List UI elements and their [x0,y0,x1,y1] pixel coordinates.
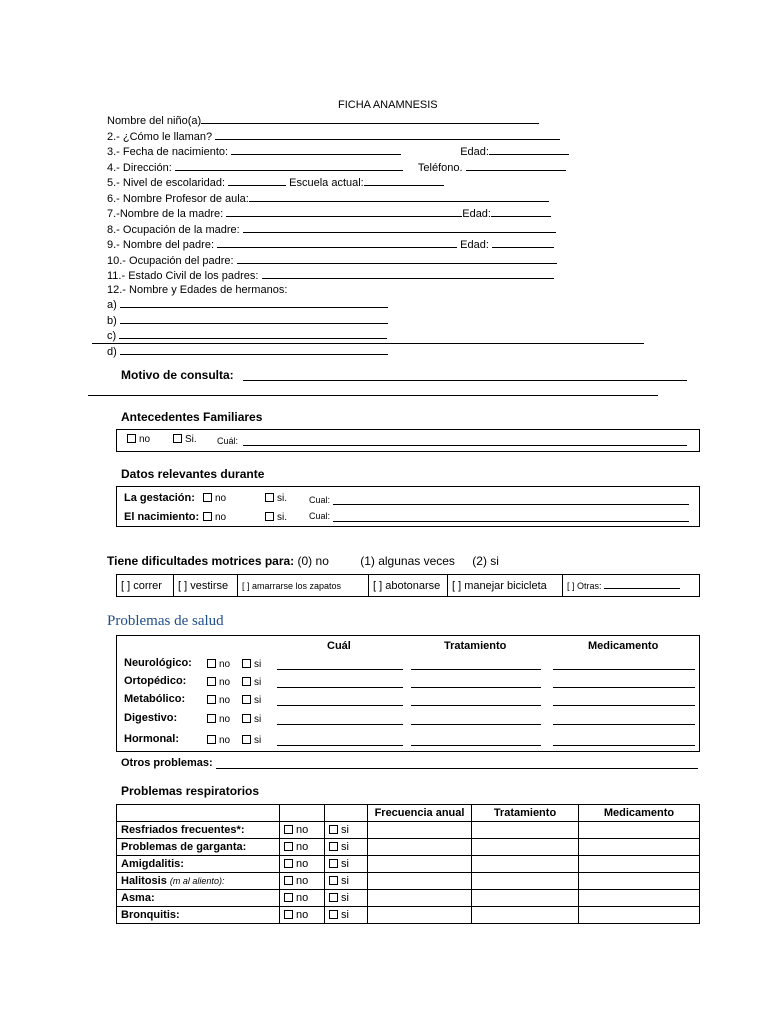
resp-frecuencia-cell[interactable] [368,839,472,856]
checkbox[interactable] [127,434,136,443]
resp-row [117,907,700,924]
input-line[interactable] [231,144,401,155]
scale-2: (2) si [472,554,499,568]
checkbox[interactable] [173,434,182,443]
page-title: FICHA ANAMNESIS [338,99,438,111]
salud-row-label: Metabólico: [124,693,186,705]
salud-header-medicamento: Medicamento [588,640,659,652]
gestacion-label: La gestación: [124,492,195,504]
resp-row-label: Bronquitis: [117,907,280,924]
field-ocupacion-madre: 8.- Ocupación de la madre: [107,222,587,238]
input-line[interactable] [217,237,457,248]
salud-no[interactable]: no [207,735,230,746]
resp-frecuencia-cell[interactable] [368,890,472,907]
salud-medicamento-input[interactable] [553,669,695,670]
resp-si[interactable]: si [325,839,368,856]
resp-frecuencia-cell[interactable] [368,907,472,924]
sibling-line: b) [107,313,587,329]
input-line[interactable] [228,175,286,186]
motrices-table [116,574,700,597]
motrices-title: Tiene dificultades motrices para: [107,554,295,568]
resp-no[interactable]: no [280,856,325,873]
salud-si[interactable]: si [242,695,261,706]
input-line[interactable] [364,175,444,186]
gestacion-cual-label: Cual: [309,495,331,505]
resp-row [117,873,700,890]
salud-row-label: Hormonal: [124,733,179,745]
field-profesor: 6.- Nombre Profesor de aula: [107,191,587,207]
nacimiento-cual-label: Cual: [309,511,331,521]
input-line[interactable] [175,160,403,171]
salud-row-label: Digestivo: [124,712,178,724]
input-line[interactable] [492,237,554,248]
nacimiento-label: El nacimiento: [124,511,200,523]
salud-cual-input[interactable] [277,724,403,725]
resp-row-label: Asma: [117,890,280,907]
input-line[interactable] [226,206,462,217]
otros-problemas-input[interactable] [216,768,698,769]
resp-frecuencia-cell[interactable] [368,873,472,890]
salud-tratamiento-input[interactable] [411,724,541,725]
salud-cual-input[interactable] [277,745,403,746]
salud-tratamiento-input[interactable] [411,745,541,746]
nacimiento-cual-input[interactable] [333,521,689,522]
resp-row-label: Resfriados frecuentes*: [117,822,280,839]
resp-si[interactable]: si [325,907,368,924]
salud-cual-input[interactable] [277,687,403,688]
option-correr[interactable]: [ ] correr [117,575,174,597]
input-line[interactable] [466,160,566,171]
field-escolaridad: 5.- Nivel de escolaridad: Escuela actual: [107,175,587,191]
option-abotonarse[interactable]: [ ] abotonarse [369,575,448,597]
salud-medicamento-input[interactable] [553,687,695,688]
personal-fields [107,113,587,359]
resp-no[interactable]: no [280,822,325,839]
salud-cual-input[interactable] [277,669,403,670]
option-zapatos[interactable]: [ ] amarrarse los zapatos [238,575,369,597]
field-padre: 9.- Nombre del padre: Edad: [107,237,587,253]
resp-row-label: Halitosis (m al aliento): [117,873,280,890]
input-line[interactable] [262,268,554,279]
salud-no[interactable]: no [207,695,230,706]
salud-si[interactable]: si [242,659,261,670]
salud-box [116,635,700,752]
salud-medicamento-input[interactable] [553,745,695,746]
resp-row [117,856,700,873]
salud-header-tratamiento: Tratamiento [444,640,507,652]
nacimiento-no[interactable]: no [203,512,226,523]
resp-tratamiento-cell[interactable] [472,907,579,924]
salud-no[interactable]: no [207,714,230,725]
datos-title: Datos relevantes durante [121,467,265,481]
field-madre: 7.-Nombre de la madre: Edad: [107,206,587,222]
gestacion-si[interactable]: si. [265,493,287,504]
resp-si[interactable]: si [325,856,368,873]
resp-medicamento-cell[interactable] [579,822,700,839]
nacimiento-si[interactable]: si. [265,512,287,523]
resp-row [117,822,700,839]
resp-header-medicamento: Medicamento [579,805,700,822]
salud-medicamento-input[interactable] [553,724,695,725]
antecedentes-box [116,429,700,452]
resp-medicamento-cell[interactable] [579,856,700,873]
header-empty [280,805,325,822]
salud-header-cual: Cuál [327,640,351,652]
gestacion-no[interactable]: no [203,493,226,504]
motivo-input[interactable] [243,380,687,381]
respiratorios-table [116,804,700,924]
resp-si[interactable]: si [325,873,368,890]
input-line[interactable] [491,206,551,217]
resp-no[interactable]: no [280,873,325,890]
input-line[interactable] [249,191,549,202]
header-empty [117,805,280,822]
salud-si[interactable]: si [242,714,261,725]
resp-medicamento-cell[interactable] [579,839,700,856]
salud-title: Problemas de salud [107,613,224,629]
field-nombre: Nombre del niño(a) [107,113,587,129]
salud-cual-input[interactable] [277,705,403,706]
antecedentes-no[interactable]: no [127,434,150,445]
field-hermanos: 12.- Nombre y Edades de hermanos: [107,283,288,296]
motivo-label: Motivo de consulta: [121,368,234,382]
resp-row [117,890,700,907]
resp-frecuencia-cell[interactable] [368,856,472,873]
resp-si[interactable]: si [325,822,368,839]
resp-row [117,839,700,856]
option-otras[interactable]: [ ] Otras: [563,575,700,597]
input-line[interactable] [489,144,569,155]
datos-box [116,486,700,527]
field-direccion: 4.- Dirección: Teléfono. [107,160,587,176]
field-estado-civil: 11.- Estado Civil de los padres: [107,268,587,284]
resp-frecuencia-cell[interactable] [368,822,472,839]
field-fecha-nacimiento: 3.- Fecha de nacimiento: Edad: [107,144,587,160]
salud-tratamiento-input[interactable] [411,687,541,688]
divider [88,395,658,396]
salud-si[interactable]: si [242,677,261,688]
resp-header-frecuencia: Frecuencia anual [368,805,472,822]
resp-no[interactable]: no [280,890,325,907]
resp-no[interactable]: no [280,839,325,856]
otros-problemas-label: Otros problemas: [121,757,213,769]
resp-tratamiento-cell[interactable] [472,856,579,873]
sibling-line: d) [107,344,587,360]
gestacion-cual-input[interactable] [333,504,689,505]
salud-row-label: Neurológico: [124,657,192,669]
scale-1: (1) algunas veces [360,554,455,568]
resp-tratamiento-cell[interactable] [472,822,579,839]
salud-si[interactable]: si [242,735,261,746]
salud-tratamiento-input[interactable] [411,705,541,706]
sibling-line: a) [107,297,587,313]
resp-si[interactable]: si [325,890,368,907]
header-empty [325,805,368,822]
resp-medicamento-cell[interactable] [579,907,700,924]
sibling-line: c) [107,328,587,344]
salud-medicamento-input[interactable] [553,705,695,706]
input-line[interactable] [201,113,539,124]
resp-header-tratamiento: Tratamiento [472,805,579,822]
antecedentes-title: Antecedentes Familiares [121,410,263,424]
antecedentes-si[interactable]: Si. [173,434,197,445]
salud-tratamiento-input[interactable] [411,669,541,670]
resp-row-label: Amigdalitis: [117,856,280,873]
scale-0: (0) no [297,554,329,568]
input-line[interactable] [237,253,557,264]
respiratorios-title: Problemas respiratorios [121,784,260,798]
resp-medicamento-cell[interactable] [579,890,700,907]
resp-no[interactable]: no [280,907,325,924]
salud-row-label: Ortopédico: [124,675,187,687]
resp-tratamiento-cell[interactable] [472,873,579,890]
divider [92,343,644,344]
resp-row-label: Problemas de garganta: [117,839,280,856]
resp-tratamiento-cell[interactable] [472,839,579,856]
antecedentes-cual-input[interactable] [243,445,687,446]
salud-no[interactable]: no [207,659,230,670]
resp-medicamento-cell[interactable] [579,873,700,890]
input-line[interactable] [243,222,556,233]
salud-no[interactable]: no [207,677,230,688]
antecedentes-cual-label: Cuál: [217,436,239,446]
motrices-row [107,554,499,568]
option-bicicleta[interactable]: [ ] manejar bicicleta [448,575,563,597]
resp-tratamiento-cell[interactable] [472,890,579,907]
option-vestirse[interactable]: [ ] vestirse [174,575,238,597]
input-line[interactable] [215,129,560,140]
field-apodo: 2.- ¿Cómo le llaman? [107,129,587,145]
field-ocupacion-padre: 10.- Ocupación del padre: [107,253,587,269]
